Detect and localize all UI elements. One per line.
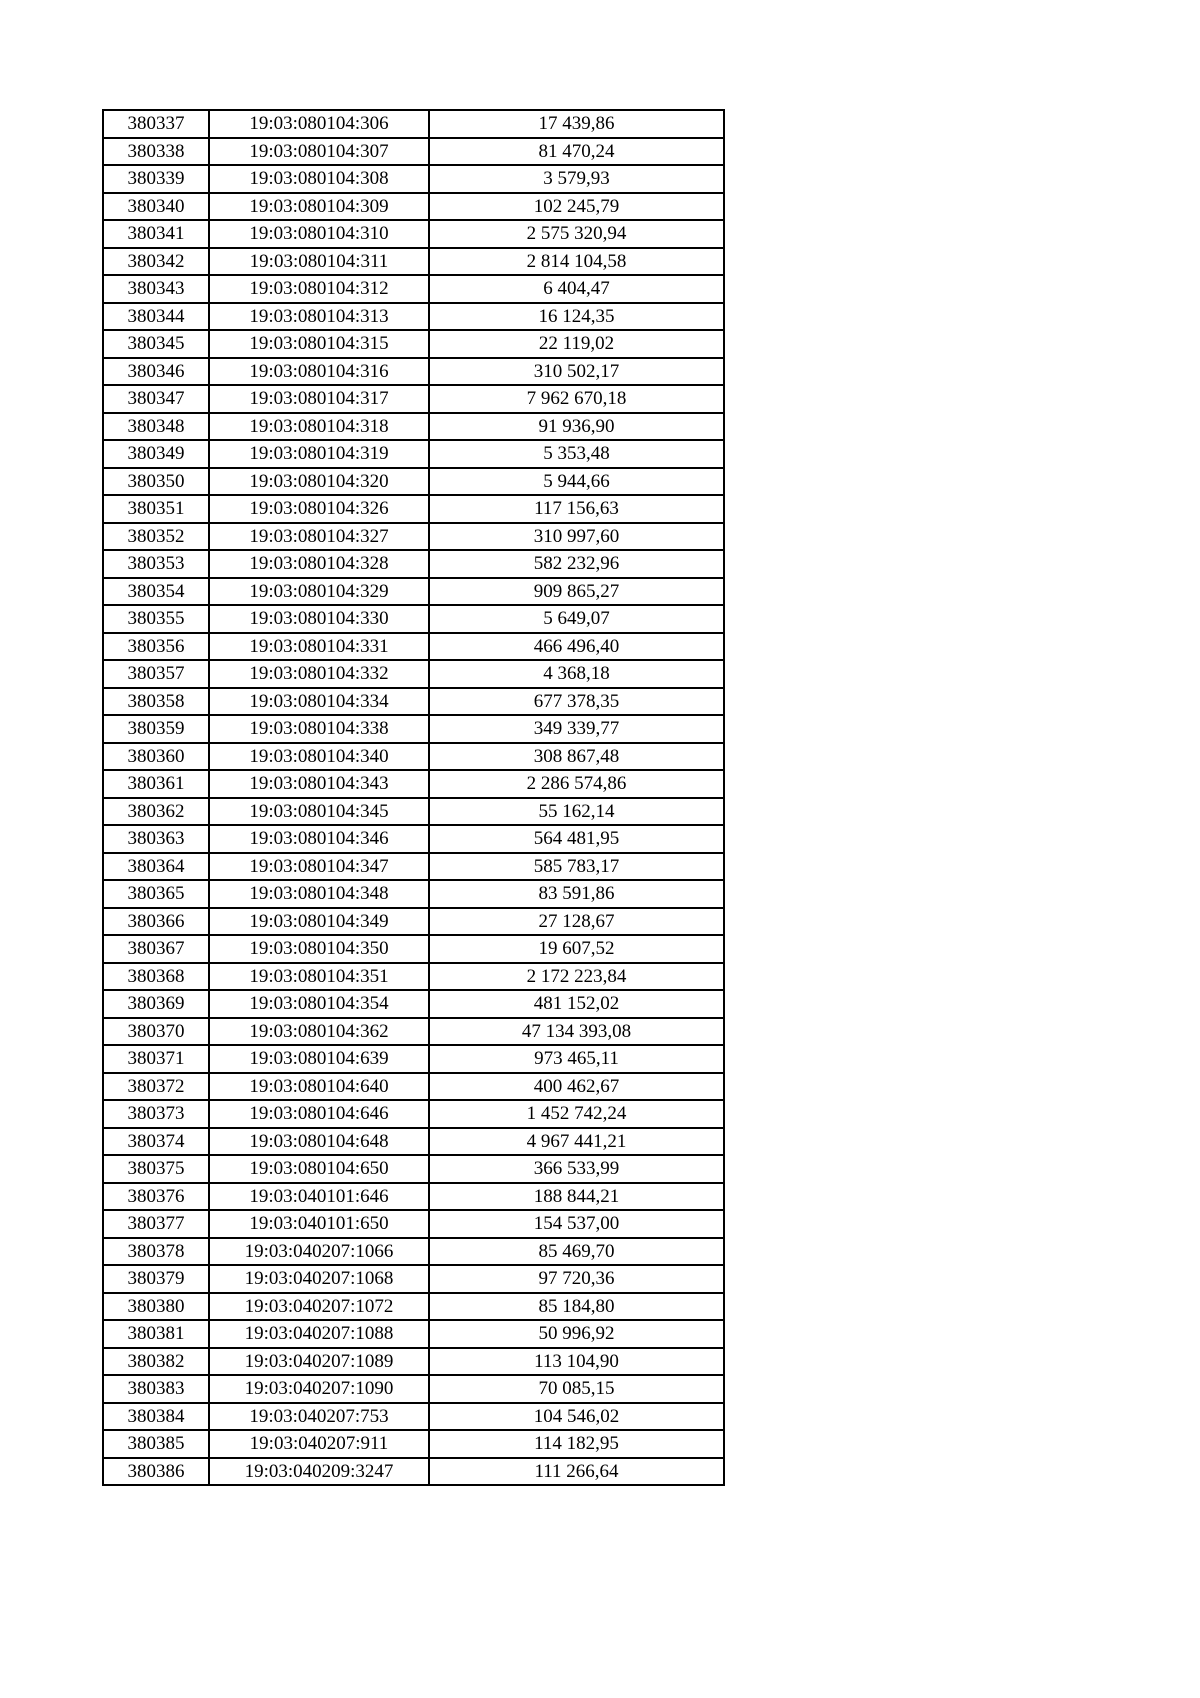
cadastral-number-cell: 19:03:040209:3247 <box>209 1458 429 1486</box>
table-body <box>103 110 724 1485</box>
table-row <box>103 1403 724 1431</box>
cadastral-number-cell: 19:03:080104:313 <box>209 303 429 331</box>
table-row <box>103 1128 724 1156</box>
table-row <box>103 138 724 166</box>
row-number-cell: 380374 <box>103 1128 209 1156</box>
cadastral-number-cell: 19:03:080104:338 <box>209 715 429 743</box>
cadastral-value-cell: 2 286 574,86 <box>429 770 724 798</box>
cadastral-value-cell: 3 579,93 <box>429 165 724 193</box>
cadastral-value-cell: 7 962 670,18 <box>429 385 724 413</box>
table-row <box>103 660 724 688</box>
cadastral-value-cell: 2 575 320,94 <box>429 220 724 248</box>
row-number-cell: 380343 <box>103 275 209 303</box>
table-row <box>103 1018 724 1046</box>
row-number-cell: 380352 <box>103 523 209 551</box>
table-row <box>103 440 724 468</box>
table-row <box>103 165 724 193</box>
table-row <box>103 358 724 386</box>
cadastral-number-cell: 19:03:040101:650 <box>209 1210 429 1238</box>
table-row <box>103 413 724 441</box>
cadastral-number-cell: 19:03:080104:319 <box>209 440 429 468</box>
cadastral-number-cell: 19:03:080104:315 <box>209 330 429 358</box>
table-row <box>103 1183 724 1211</box>
table-row <box>103 880 724 908</box>
cadastral-number-cell: 19:03:040207:1088 <box>209 1320 429 1348</box>
row-number-cell: 380348 <box>103 413 209 441</box>
cadastral-number-cell: 19:03:080104:328 <box>209 550 429 578</box>
row-number-cell: 380378 <box>103 1238 209 1266</box>
cadastral-value-cell: 188 844,21 <box>429 1183 724 1211</box>
table-row <box>103 935 724 963</box>
table-row <box>103 523 724 551</box>
table-row <box>103 110 724 138</box>
table-row <box>103 633 724 661</box>
table-row <box>103 1348 724 1376</box>
row-number-cell: 380367 <box>103 935 209 963</box>
cadastral-number-cell: 19:03:080104:312 <box>209 275 429 303</box>
row-number-cell: 380346 <box>103 358 209 386</box>
cadastral-value-cell: 909 865,27 <box>429 578 724 606</box>
cadastral-value-cell: 5 353,48 <box>429 440 724 468</box>
table-row <box>103 853 724 881</box>
cadastral-number-cell: 19:03:040207:911 <box>209 1430 429 1458</box>
row-number-cell: 380337 <box>103 110 209 138</box>
cadastral-value-cell: 310 502,17 <box>429 358 724 386</box>
cadastral-number-cell: 19:03:080104:306 <box>209 110 429 138</box>
cadastral-value-cell: 5 944,66 <box>429 468 724 496</box>
cadastral-number-cell: 19:03:080104:650 <box>209 1155 429 1183</box>
cadastral-number-cell: 19:03:040207:1066 <box>209 1238 429 1266</box>
table-row <box>103 1375 724 1403</box>
cadastral-number-cell: 19:03:080104:317 <box>209 385 429 413</box>
row-number-cell: 380342 <box>103 248 209 276</box>
row-number-cell: 380363 <box>103 825 209 853</box>
cadastral-value-cell: 85 469,70 <box>429 1238 724 1266</box>
table-row <box>103 220 724 248</box>
cadastral-value-cell: 154 537,00 <box>429 1210 724 1238</box>
cadastral-number-cell: 19:03:040101:646 <box>209 1183 429 1211</box>
cadastral-value-cell: 97 720,36 <box>429 1265 724 1293</box>
table-row <box>103 495 724 523</box>
row-number-cell: 380362 <box>103 798 209 826</box>
cadastral-value-cell: 349 339,77 <box>429 715 724 743</box>
row-number-cell: 380356 <box>103 633 209 661</box>
table-row <box>103 1100 724 1128</box>
table-row <box>103 605 724 633</box>
table-row <box>103 1293 724 1321</box>
row-number-cell: 380361 <box>103 770 209 798</box>
row-number-cell: 380341 <box>103 220 209 248</box>
cadastral-value-cell: 585 783,17 <box>429 853 724 881</box>
row-number-cell: 380360 <box>103 743 209 771</box>
row-number-cell: 380338 <box>103 138 209 166</box>
cadastral-number-cell: 19:03:080104:340 <box>209 743 429 771</box>
cadastral-number-cell: 19:03:040207:1068 <box>209 1265 429 1293</box>
row-number-cell: 380380 <box>103 1293 209 1321</box>
row-number-cell: 380373 <box>103 1100 209 1128</box>
cadastral-number-cell: 19:03:080104:347 <box>209 853 429 881</box>
cadastral-value-cell: 4 967 441,21 <box>429 1128 724 1156</box>
cadastral-value-cell: 973 465,11 <box>429 1045 724 1073</box>
cadastral-value-cell: 55 162,14 <box>429 798 724 826</box>
table-row <box>103 1238 724 1266</box>
row-number-cell: 380370 <box>103 1018 209 1046</box>
table-row <box>103 1073 724 1101</box>
cadastral-number-cell: 19:03:080104:331 <box>209 633 429 661</box>
row-number-cell: 380345 <box>103 330 209 358</box>
cadastral-number-cell: 19:03:080104:646 <box>209 1100 429 1128</box>
cadastral-number-cell: 19:03:080104:345 <box>209 798 429 826</box>
table-row <box>103 578 724 606</box>
cadastral-number-cell: 19:03:080104:311 <box>209 248 429 276</box>
cadastral-value-cell: 2 814 104,58 <box>429 248 724 276</box>
cadastral-value-cell: 117 156,63 <box>429 495 724 523</box>
row-number-cell: 380383 <box>103 1375 209 1403</box>
cadastral-number-cell: 19:03:080104:329 <box>209 578 429 606</box>
row-number-cell: 380366 <box>103 908 209 936</box>
cadastral-value-cell: 481 152,02 <box>429 990 724 1018</box>
cadastral-value-cell: 1 452 742,24 <box>429 1100 724 1128</box>
row-number-cell: 380339 <box>103 165 209 193</box>
cadastral-value-cell: 582 232,96 <box>429 550 724 578</box>
row-number-cell: 380353 <box>103 550 209 578</box>
row-number-cell: 380386 <box>103 1458 209 1486</box>
table-row <box>103 468 724 496</box>
cadastral-value-cell: 677 378,35 <box>429 688 724 716</box>
table-row <box>103 963 724 991</box>
row-number-cell: 380379 <box>103 1265 209 1293</box>
row-number-cell: 380351 <box>103 495 209 523</box>
cadastral-number-cell: 19:03:080104:350 <box>209 935 429 963</box>
cadastral-value-cell: 4 368,18 <box>429 660 724 688</box>
table-row <box>103 1458 724 1486</box>
cadastral-number-cell: 19:03:080104:318 <box>209 413 429 441</box>
table-row <box>103 715 724 743</box>
cadastral-number-cell: 19:03:080104:310 <box>209 220 429 248</box>
table-row <box>103 1320 724 1348</box>
cadastral-value-cell: 50 996,92 <box>429 1320 724 1348</box>
table-row <box>103 1265 724 1293</box>
table-row <box>103 770 724 798</box>
row-number-cell: 380350 <box>103 468 209 496</box>
cadastral-number-cell: 19:03:080104:309 <box>209 193 429 221</box>
cadastral-value-cell: 47 134 393,08 <box>429 1018 724 1046</box>
table-row <box>103 303 724 331</box>
row-number-cell: 380354 <box>103 578 209 606</box>
cadastral-value-cell: 27 128,67 <box>429 908 724 936</box>
cadastral-number-cell: 19:03:080104:326 <box>209 495 429 523</box>
row-number-cell: 380381 <box>103 1320 209 1348</box>
cadastral-value-cell: 104 546,02 <box>429 1403 724 1431</box>
row-number-cell: 380358 <box>103 688 209 716</box>
cadastral-number-cell: 19:03:080104:307 <box>209 138 429 166</box>
cadastral-value-cell: 17 439,86 <box>429 110 724 138</box>
row-number-cell: 380355 <box>103 605 209 633</box>
cadastral-number-cell: 19:03:080104:308 <box>209 165 429 193</box>
cadastral-number-cell: 19:03:080104:346 <box>209 825 429 853</box>
table-row <box>103 1045 724 1073</box>
row-number-cell: 380372 <box>103 1073 209 1101</box>
cadastral-number-cell: 19:03:080104:330 <box>209 605 429 633</box>
row-number-cell: 380359 <box>103 715 209 743</box>
table-row <box>103 248 724 276</box>
cadastral-value-cell: 2 172 223,84 <box>429 963 724 991</box>
cadastral-number-cell: 19:03:040207:753 <box>209 1403 429 1431</box>
cadastral-value-cell: 102 245,79 <box>429 193 724 221</box>
cadastral-value-cell: 6 404,47 <box>429 275 724 303</box>
table-row <box>103 330 724 358</box>
cadastral-value-cell: 81 470,24 <box>429 138 724 166</box>
cadastral-number-cell: 19:03:080104:320 <box>209 468 429 496</box>
row-number-cell: 380357 <box>103 660 209 688</box>
cadastral-number-cell: 19:03:080104:343 <box>209 770 429 798</box>
table-row <box>103 1155 724 1183</box>
cadastral-number-cell: 19:03:080104:316 <box>209 358 429 386</box>
row-number-cell: 380365 <box>103 880 209 908</box>
row-number-cell: 380344 <box>103 303 209 331</box>
cadastral-value-cell: 400 462,67 <box>429 1073 724 1101</box>
row-number-cell: 380371 <box>103 1045 209 1073</box>
cadastral-value-cell: 19 607,52 <box>429 935 724 963</box>
cadastral-value-cell: 111 266,64 <box>429 1458 724 1486</box>
row-number-cell: 380364 <box>103 853 209 881</box>
row-number-cell: 380375 <box>103 1155 209 1183</box>
cadastral-number-cell: 19:03:080104:332 <box>209 660 429 688</box>
row-number-cell: 380340 <box>103 193 209 221</box>
cadastral-value-cell: 113 104,90 <box>429 1348 724 1376</box>
cadastral-number-cell: 19:03:080104:639 <box>209 1045 429 1073</box>
cadastral-value-cell: 5 649,07 <box>429 605 724 633</box>
cadastral-number-cell: 19:03:040207:1090 <box>209 1375 429 1403</box>
cadastral-value-cell: 310 997,60 <box>429 523 724 551</box>
cadastral-number-cell: 19:03:080104:354 <box>209 990 429 1018</box>
row-number-cell: 380382 <box>103 1348 209 1376</box>
cadastral-value-cell: 564 481,95 <box>429 825 724 853</box>
row-number-cell: 380384 <box>103 1403 209 1431</box>
cadastral-number-cell: 19:03:080104:640 <box>209 1073 429 1101</box>
table-row <box>103 1210 724 1238</box>
table-row <box>103 275 724 303</box>
cadastral-number-cell: 19:03:080104:362 <box>209 1018 429 1046</box>
cadastral-number-cell: 19:03:080104:351 <box>209 963 429 991</box>
cadastral-number-cell: 19:03:080104:348 <box>209 880 429 908</box>
cadastral-value-cell: 83 591,86 <box>429 880 724 908</box>
row-number-cell: 380349 <box>103 440 209 468</box>
table-row <box>103 550 724 578</box>
table-row <box>103 798 724 826</box>
row-number-cell: 380368 <box>103 963 209 991</box>
cadastral-value-cell: 85 184,80 <box>429 1293 724 1321</box>
cadastral-value-cell: 70 085,15 <box>429 1375 724 1403</box>
cadastral-value-cell: 366 533,99 <box>429 1155 724 1183</box>
cadastral-value-cell: 22 119,02 <box>429 330 724 358</box>
row-number-cell: 380385 <box>103 1430 209 1458</box>
cadastral-value-cell: 16 124,35 <box>429 303 724 331</box>
table-row <box>103 385 724 413</box>
row-number-cell: 380369 <box>103 990 209 1018</box>
row-number-cell: 380347 <box>103 385 209 413</box>
cadastral-number-cell: 19:03:080104:349 <box>209 908 429 936</box>
cadastral-value-cell: 114 182,95 <box>429 1430 724 1458</box>
cadastral-value-table <box>102 109 725 1486</box>
cadastral-number-cell: 19:03:080104:334 <box>209 688 429 716</box>
cadastral-number-cell: 19:03:040207:1072 <box>209 1293 429 1321</box>
table-row <box>103 193 724 221</box>
cadastral-number-cell: 19:03:080104:327 <box>209 523 429 551</box>
cadastral-value-cell: 91 936,90 <box>429 413 724 441</box>
table-row <box>103 990 724 1018</box>
row-number-cell: 380377 <box>103 1210 209 1238</box>
cadastral-number-cell: 19:03:040207:1089 <box>209 1348 429 1376</box>
table-row <box>103 688 724 716</box>
table-row <box>103 825 724 853</box>
table-row <box>103 908 724 936</box>
cadastral-value-cell: 466 496,40 <box>429 633 724 661</box>
row-number-cell: 380376 <box>103 1183 209 1211</box>
cadastral-number-cell: 19:03:080104:648 <box>209 1128 429 1156</box>
cadastral-value-cell: 308 867,48 <box>429 743 724 771</box>
table-row <box>103 743 724 771</box>
table-row <box>103 1430 724 1458</box>
